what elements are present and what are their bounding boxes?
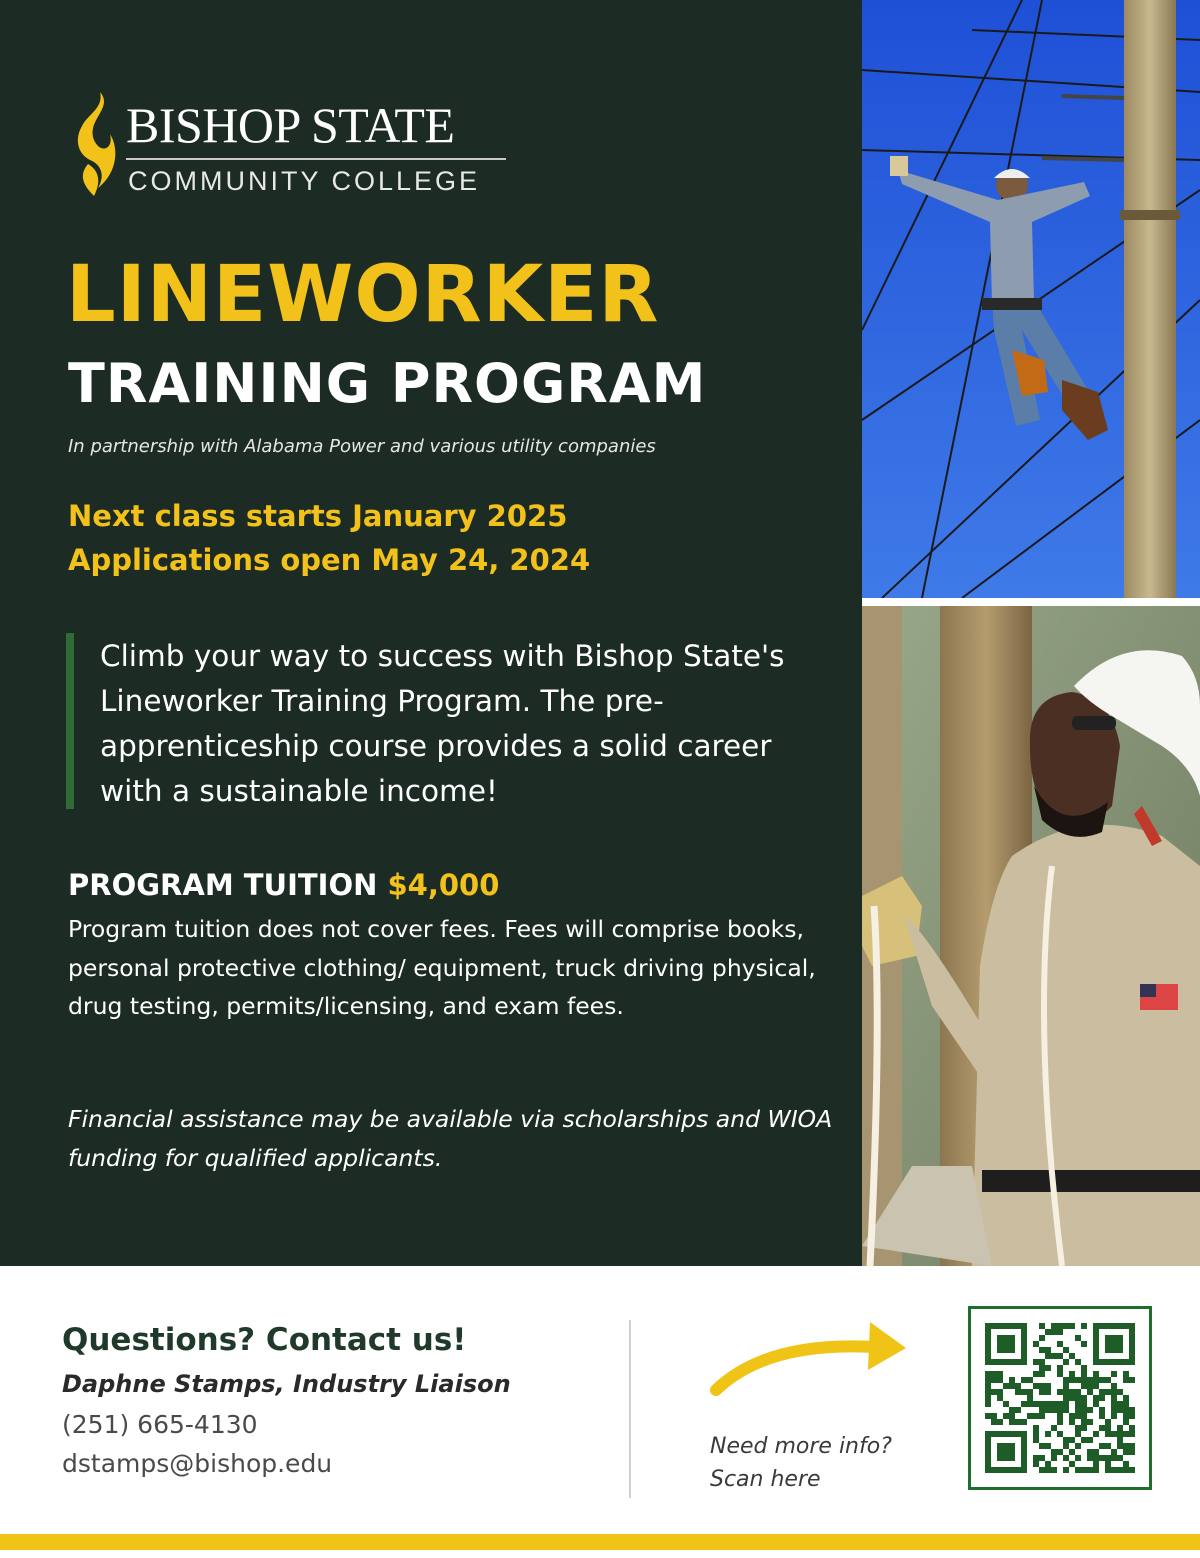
tuition-price: $4,000	[387, 868, 500, 902]
financial-assistance-note: Financial assistance may be available via scholarships and WIOA funding for qualified applicants.	[68, 1105, 833, 1172]
program-title: LINEWORKER	[66, 250, 660, 340]
next-class-date: Next class starts January 2025	[68, 499, 568, 533]
lineworker-portrait-photo	[862, 606, 1200, 1266]
tuition-heading	[68, 868, 499, 902]
quote-accent-bar	[66, 633, 74, 809]
partnership-note: In partnership with Alabama Power and various utility companies	[68, 436, 656, 457]
tuition-label: PROGRAM TUITION	[68, 868, 378, 902]
bottom-accent-stripe	[0, 1534, 1200, 1550]
tuition-details: Program tuition does not cover fees. Fees will comprise books, personal protective clothing/ equipment, truck driving physical, drug testing, permits/licensing, and exam fees.	[68, 915, 816, 1020]
qr-code-icon	[985, 1323, 1135, 1473]
college-logo	[74, 90, 534, 210]
program-subtitle: TRAINING PROGRAM	[68, 352, 707, 415]
college-subtitle: COMMUNITY COLLEGE	[128, 166, 481, 196]
contact-email[interactable]: dstamps@bishop.edu	[62, 1449, 333, 1478]
scan-prompt-line2: Scan here	[710, 1467, 821, 1492]
scan-prompt-line1: Need more info?	[710, 1434, 892, 1459]
photo-separator	[862, 598, 1200, 606]
arrow-icon	[710, 1308, 910, 1398]
program-intro: Climb your way to success with Bishop State's Lineworker Training Program. The pre-apprenticeship course provides a solid career with a sustainable income!	[100, 639, 785, 808]
contact-name: Daphne Stamps, Industry Liaison	[62, 1370, 511, 1398]
scan-prompt	[710, 1430, 892, 1496]
flame-icon	[74, 90, 120, 198]
contact-phone[interactable]: (251) 665-4130	[62, 1410, 258, 1439]
key-dates	[68, 494, 590, 582]
contact-heading: Questions? Contact us!	[62, 1322, 467, 1358]
lineworker-on-pole-photo	[862, 0, 1200, 598]
contact-divider	[629, 1320, 631, 1498]
college-name: BISHOP STATE	[126, 97, 455, 153]
qr-code[interactable]	[968, 1306, 1152, 1490]
applications-date: Applications open May 24, 2024	[68, 543, 591, 577]
logo-divider	[126, 158, 506, 160]
